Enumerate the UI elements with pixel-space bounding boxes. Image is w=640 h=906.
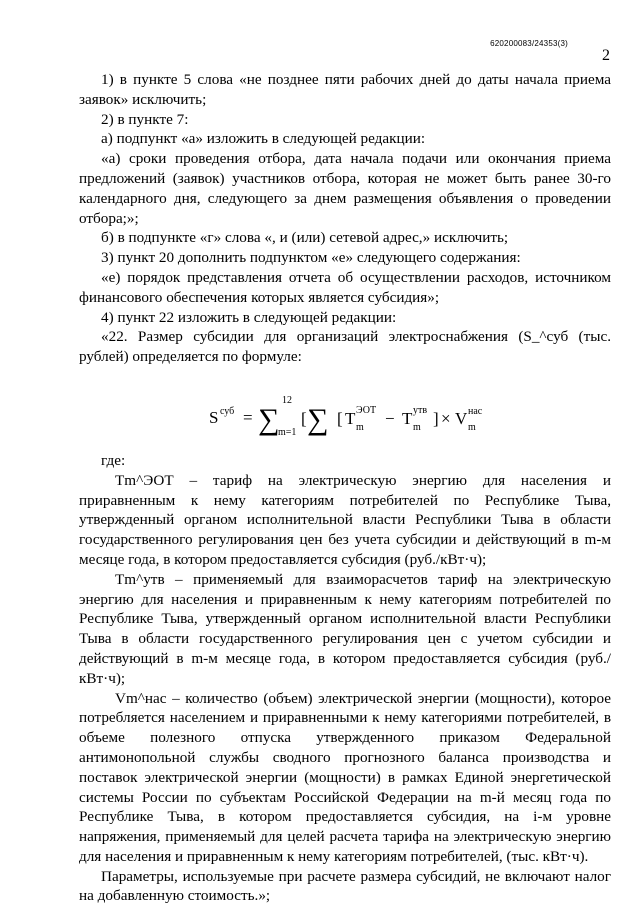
formula-s-sup: суб [220,405,235,417]
sum-sign-inner: ∑ [307,402,329,436]
paragraph: б) в подпункте «г» слова «, и (или) сетевой адрес,» исключить; [101,229,509,247]
formula-minus: − [385,408,395,428]
paragraph: «а) сроки проведения отбора, дата начала подачи или окончания приема предложений (заявок) участников отбора, которая не может быть ранее 30-го календарного дня, следующего за днем размещения объявления о проведении отбора;»; [79,150,611,227]
definition-tm-utv: Tm^утв – применяемый для взаиморасчетов тариф на электрическую энергию для населения и приравненным к нему категориям потребителей по Республике Тыва, утвержденный органом исполнительной власти Республики Тыва в области государственного регулирования цен с учетом субсидии и действующий в m-м месяце года, в котором предоставляется субсидия (руб./кВт·ч); [79,570,611,687]
formula-eq: = [243,407,253,427]
paragraph: 2) в пункте 7: [101,110,189,128]
formula-s: S [209,407,219,427]
formula-t1-sup: ЭОТ [356,404,377,416]
paragraph: «22. Размер субсидии для организаций электроснабжения (S_^суб (тыс. рублей) определяется по формуле: [79,328,611,366]
paragraph: «е) порядок представления отчета об осуществлении расходов, источником финансового обеспечения которых является субсидия»; [79,268,611,306]
subsidy-formula [79,369,611,455]
formula-t2: T [402,408,413,428]
formula-t2-sup: утв [413,404,428,416]
sum-upper: 12 [282,394,292,406]
paragraph-vat-note: Параметры, используемые при расчете размера субсидий, не включают налог на добавленную стоимость.»; [79,867,611,905]
page-number: 2 [602,47,610,64]
formula-t1-sub: m [356,421,364,433]
paragraph: 1) в пункте 5 слова «не позднее пяти рабочих дней до даты начала приема заявок» исключить; [79,71,611,108]
definition-tm-eot: Tm^ЭОТ – тариф на электрическую энергию для населения и приравненным к нему категориям потребителей по Республике Тыва, утвержденный органом исполнительной власти Республики Тыва в области государственного регулирования цен без учета субсидии и действующий в m-м месяце года, в котором предоставляется субсидия (руб./кВт·ч); [79,471,611,568]
sum-lower: m=1 [278,426,297,438]
formula-t1: T [345,408,356,428]
formula-bracket: [ [301,408,307,428]
document-body [79,70,611,906]
formula-close: ] [433,408,439,428]
paragraph: 3) пункт 20 дополнить подпунктом «е» следующего содержания: [101,249,521,267]
formula-open: [ [337,408,343,428]
paragraph: а) подпункт «а» изложить в следующей редакции: [101,130,426,148]
document-number: 620200083/24353(3) [490,39,568,48]
formula-v: V [455,408,468,428]
where-label: где: [101,451,126,469]
formula-v-sup: нас [468,405,483,417]
formula-times: × [441,408,451,428]
formula-t2-sub: m [413,421,421,433]
paragraph: 4) пункт 22 изложить в следующей редакции: [101,308,397,326]
formula-v-sub: m [468,421,476,433]
sum-sign: ∑ [258,402,280,436]
definition-vm-nas: Vm^нас – количество (объем) электрической энергии (мощности), которое потребляется населением и приравненными к нему категориями потребителей, в объеме полезного отпуска утвержденного приказом Федеральной антимонопольной службы сводного прогнозного баланса производства и поставок электрической энергии (мощности) в рамках Единой энергетической системы России по субъектам Российской Федерации на m-й месяц года по Республике Тыва, в котором предоставляется субсидия, на i-м уровне напряжения, применяемый для целей расчета тарифа на электрическую энергию для населения и приравненным к нему категориям потребителей, (тыс. кВт·ч). [79,689,611,865]
